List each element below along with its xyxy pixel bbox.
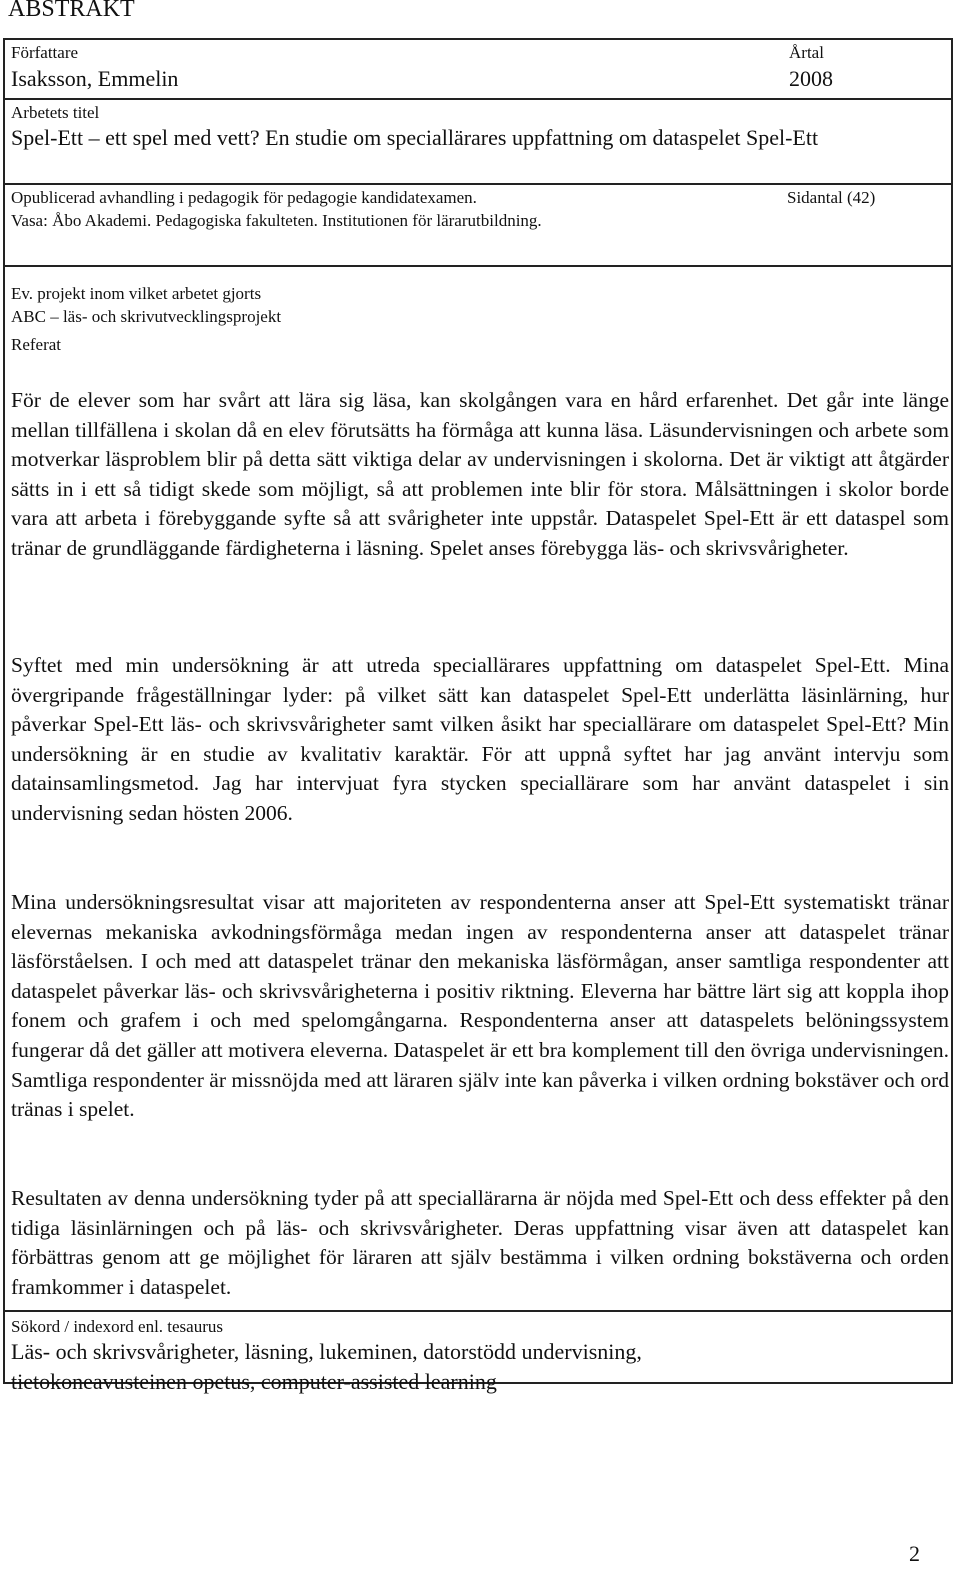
year-value: 2008 [789, 66, 833, 91]
referat-paragraph-2: Syftet med min undersökning är att utreda speciallärares uppfattning om dataspelet Spel-Ett. Mina övergripande frågeställningar lyder: på vilket sätt kan dataspelet Spel-Ett underlätta läsinlärning, hur påverkar Spel-Ett läs- och skrivsvårigheter samt vilken åsikt har speciallärare om dataspelet Spel-Ett? Min undersökning är en studie av kvalitativ karaktär. För att uppnå syftet har jag använt intervju som datainsamlingsmetod. Jag har intervjuat fyra stycken speciallärare som har använt dataspelet i sin undervisning sedan hösten 2006. [11, 653, 949, 825]
referat-label: Referat [11, 335, 62, 354]
referat-paragraph [11, 651, 949, 829]
content-row [5, 267, 951, 1394]
keywords-line-2: tietokoneavusteinen opetus, computer-assisted learning [11, 1369, 497, 1394]
publication-line-2: Vasa: Åbo Akademi. Pedagogiska fakulteten. Institutionen för lärarutbildning. [11, 211, 542, 230]
page-number: 2 [909, 1541, 920, 1566]
keywords-line-1: Läs- och skrivsvårigheter, läsning, lukeminen, datorstödd undervisning, [11, 1339, 642, 1364]
author-value: Isaksson, Emmelin [11, 66, 179, 91]
referat-paragraph-1: För de elever som har svårt att lära sig läsa, kan skolgången vara en hård erfarenhet. Det går inte länge mellan tillfällena i skolan då en elev förutsätts ha förmåga att kunna läsa. Läsundervisningen och arbete som motverkar läsproblem blir på detta sätt viktiga delar av undervisningen i skolorna. Det är viktigt att åtgärder sätts in i ett så tidigt skede som möjligt, så att problemen inte blir för stora. Målsättningen i skolor borde vara att arbeta i förebyggande syfte så att svårigheter inte uppstår. Dataspelet Spel-Ett är ett dataspel som tränar de grundläggande färdigheterna i läsning. Spelet anses förebygga läs- och skrivsvårigheter. [11, 388, 949, 560]
abstract-form [3, 38, 953, 1394]
author-year-row [5, 40, 951, 100]
publication-row [5, 185, 951, 267]
title-value: Spel-Ett – ett spel med vett? En studie om speciallärares uppfattning om dataspelet Spel-Ett [11, 125, 819, 150]
page-heading: ABSTRAKT [8, 0, 135, 22]
project-label: Ev. projekt inom vilket arbetet gjorts [11, 284, 262, 303]
referat-paragraph [11, 888, 949, 1125]
page-count: Sidantal (42) [787, 188, 876, 207]
referat-paragraph [11, 386, 949, 564]
year-label: Årtal [789, 43, 824, 62]
keywords-divider [5, 1310, 951, 1312]
project-value: ABC – läs- och skrivutvecklingsprojekt [11, 307, 282, 326]
referat-paragraph-3: Mina undersökningsresultat visar att majoriteten av respondenterna anser att Spel-Ett systematiskt tränar elevernas mekaniska avkodningsförmåga medan ingen av respondenterna anser att dataspelet tränar läsförståelsen. I och med att dataspelet tränar den mekaniska läsförmågan, anser samtliga respondenter att dataspelet påverkar läs- och skrivsvårigheterna i positiv riktning. Eleverna har bättre lärt sig att koppla ihop fonem och grafem i och med spelomgångarna. Respondenterna anser att dataspelets belöningssystem fungerar då det gäller att motivera eleverna. Dataspelet är ett bra komplement till den övriga undervisningen. Samtliga respondenter är missnöjda med att läraren själv inte kan påverka i vilken ordning bokstäver och ord tränas i spelet. [11, 890, 949, 1122]
keywords-label: Sökord / indexord enl. tesaurus [11, 1317, 223, 1336]
publication-line-1: Opublicerad avhandling i pedagogik för pedagogie kandidatexamen. [11, 188, 477, 207]
referat-paragraph [11, 1184, 949, 1302]
referat-paragraph-4: Resultaten av denna undersökning tyder på att speciallärarna är nöjda med Spel-Ett och dess effekter på den tidiga läsinlärningen och på läs- och skrivsvårigheter. Deras uppfattning visar även att dataspelet kan förbättras genom att ge möjlighet för läraren att själv bestämma i vilken ordning bokstäverna och orden framkommer i dataspelet. [11, 1186, 949, 1299]
title-row [5, 100, 951, 185]
author-label: Författare [11, 43, 79, 62]
title-label: Arbetets titel [11, 103, 100, 122]
